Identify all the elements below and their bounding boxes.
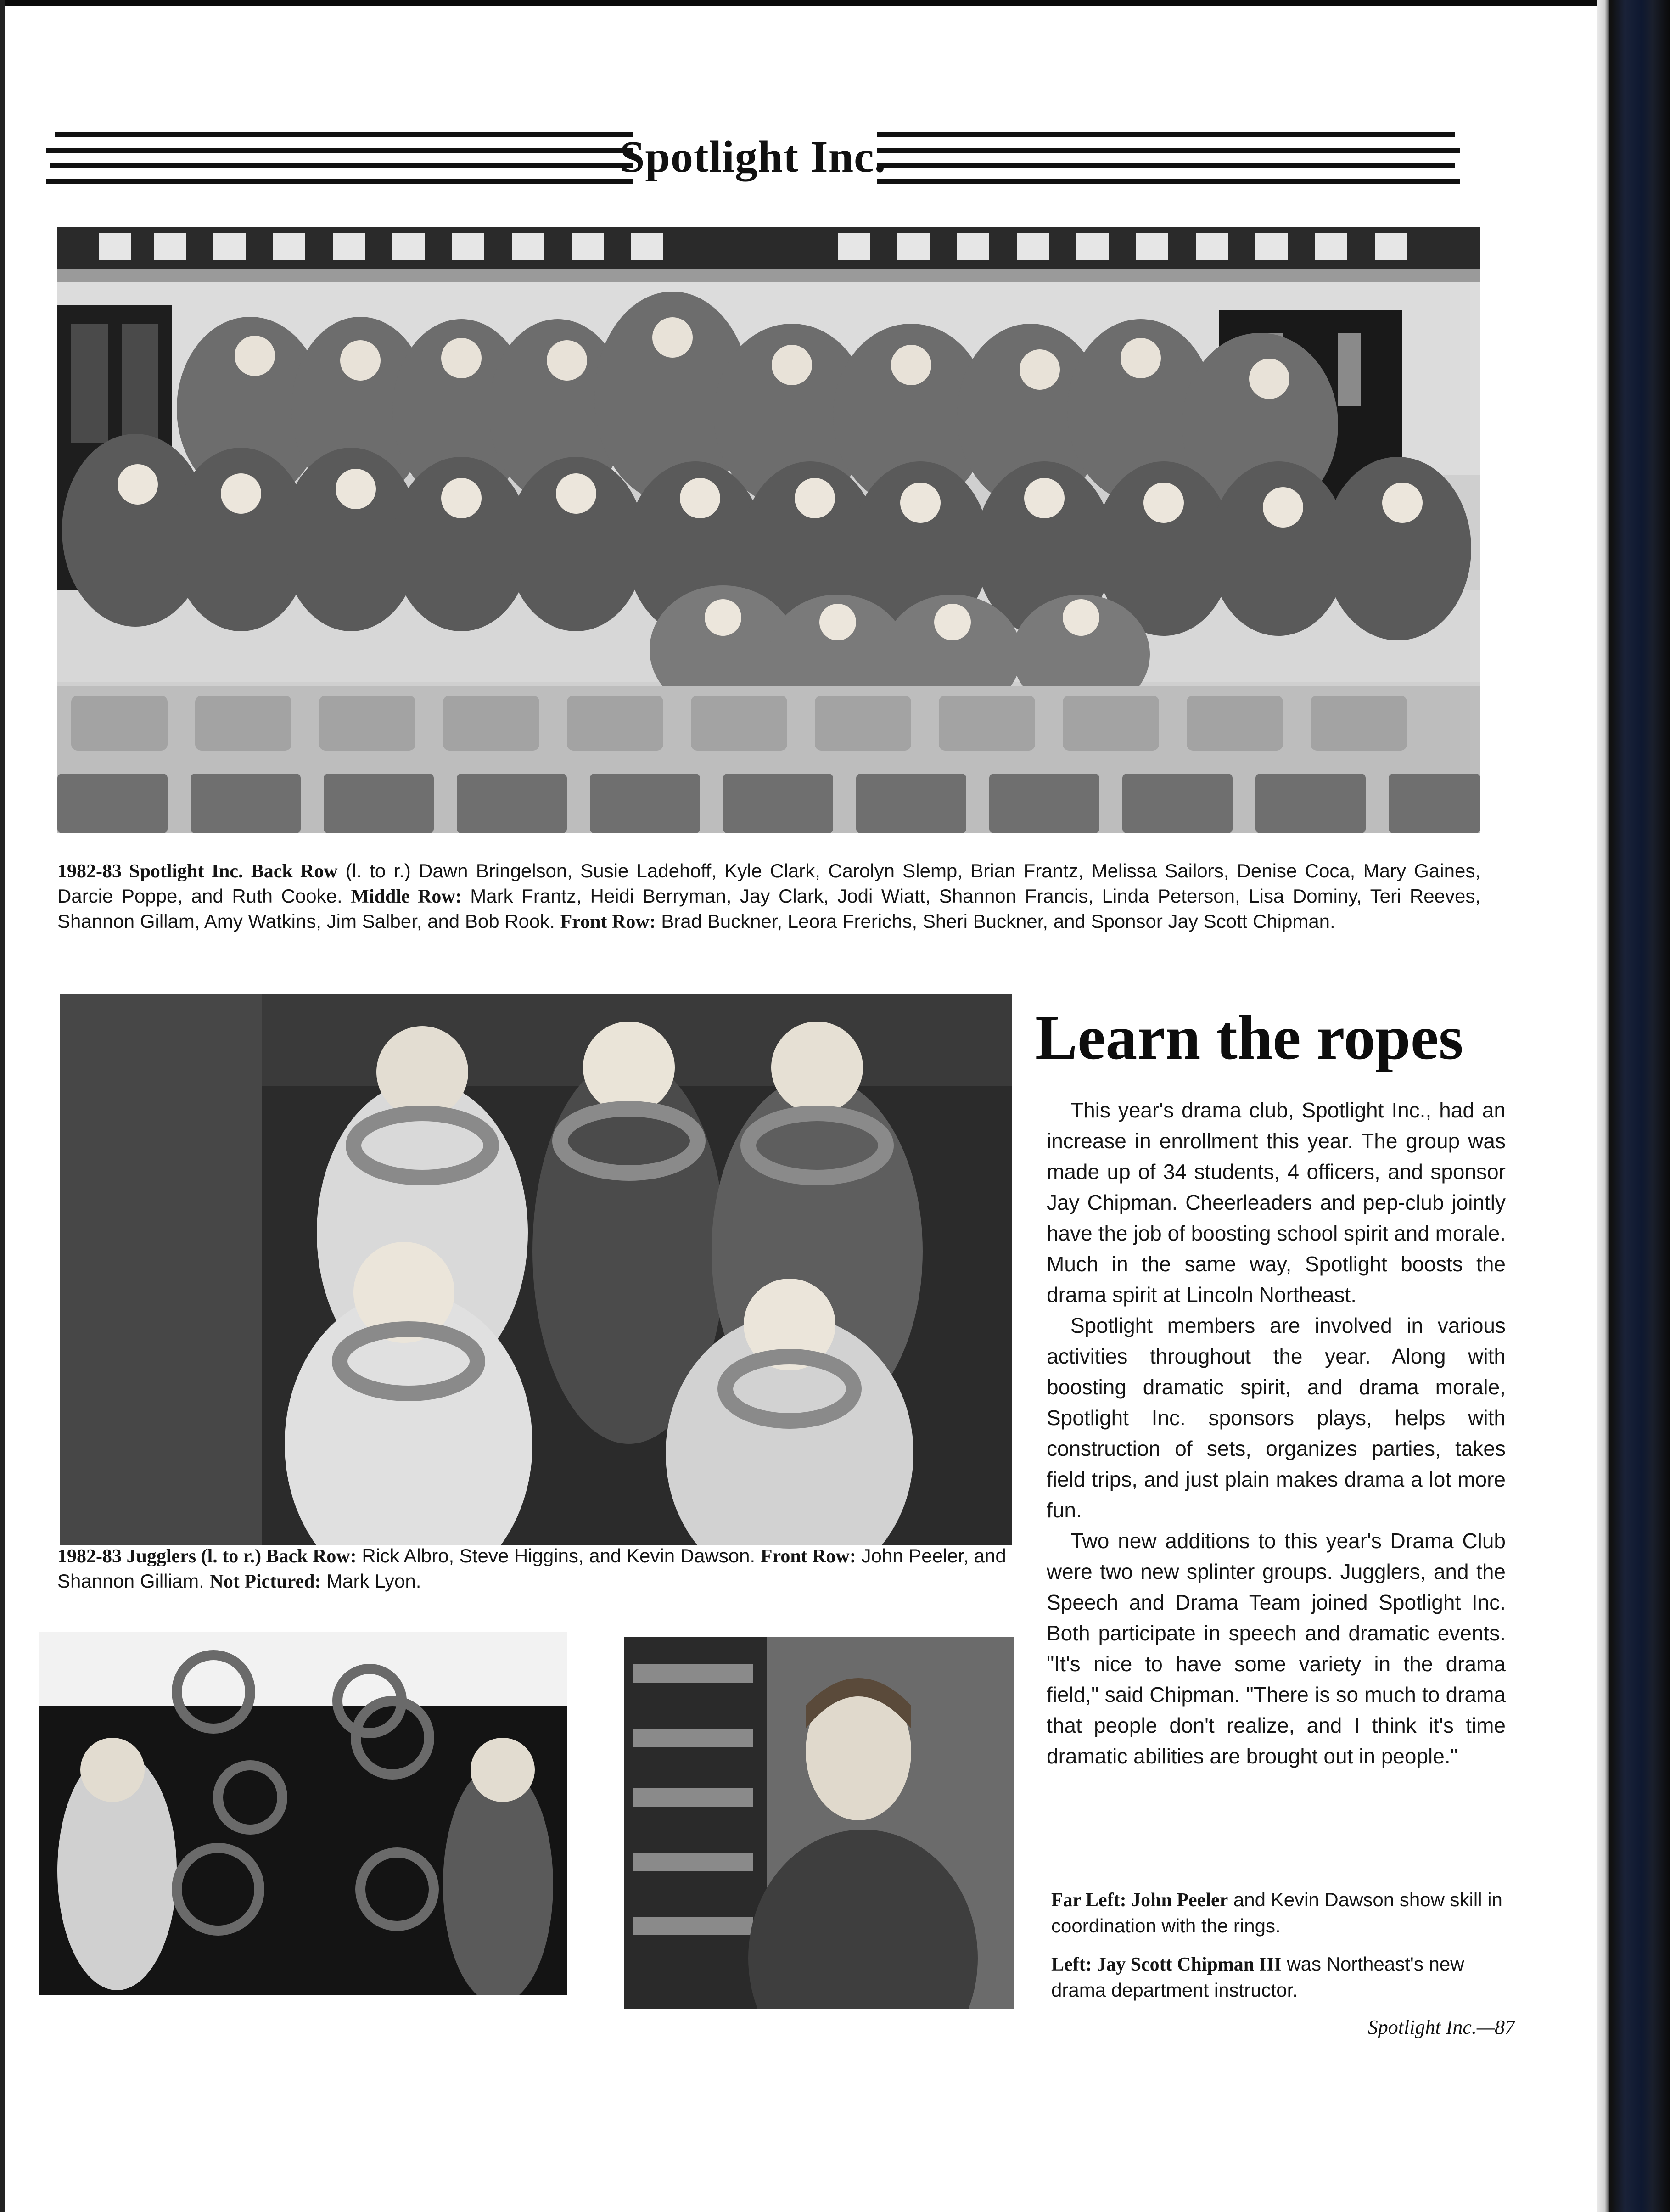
jugglers-caption-np-label: Not Pictured:	[209, 1571, 321, 1592]
left-caption-label: Left: Jay Scott Chipman III	[1051, 1954, 1282, 1975]
chipman-photo	[624, 1637, 1014, 2009]
scan-top-edge	[0, 0, 1670, 6]
jugglers-caption-lead: 1982-83 Jugglers (l. to r.) Back Row:	[57, 1546, 357, 1567]
jugglers-photo-image	[60, 994, 1012, 1545]
jugglers-caption-front-text: John Peeler, and Shannon Gilliam.	[57, 1545, 1006, 1592]
caption-middle-text: Mark Frantz, Heidi Berryman, Jay Clark, Jodi Wiatt, Shannon Francis, Linda Peterson, Lisa Dominy, Teri Reeves, Shannon Gillam, Amy Watkins, Jim Salber, and Bob Rook.	[57, 885, 1480, 932]
article-paragraph: This year's drama club, Spotlight Inc., had an increase in enrollment this year. The group was made up of 34 students, 4 officers, and sponsor Jay Chipman. Cheerleaders and pep-club jointly have the job of boosting school spirit and morale. Much in the same way, Spotlight boosts the drama spirit at Lincoln Northeast.	[1047, 1098, 1506, 1307]
caption-front-text: Brad Buckner, Leora Frerichs, Sheri Buckner, and Sponsor Jay Scott Chipman.	[656, 910, 1335, 932]
group-photo	[57, 227, 1480, 833]
jugglers-caption	[57, 1544, 1010, 1594]
group-photo-image	[57, 227, 1480, 833]
header-title-box	[619, 120, 886, 194]
article-headline: Learn the ropes	[1035, 1002, 1463, 1072]
binding-shadow	[1609, 0, 1612, 2212]
caption-front-label: Front Row:	[560, 911, 656, 932]
book-binding	[1597, 0, 1670, 2212]
far-left-caption-label: Far Left: John Peeler	[1051, 1890, 1228, 1911]
caption-back-text: (l. to r.) Dawn Bringelson, Susie Ladehoff, Kyle Clark, Carolyn Slemp, Brian Frantz, Melissa Sailors, Denise Coca, Mary Gaines, Darcie Poppe, and Ruth Cooke.	[57, 860, 1481, 907]
jugglers-photo	[60, 994, 1012, 1545]
chipman-photo-image	[624, 1637, 1014, 2009]
article-paragraph: Two new additions to this year's Drama Club were two new splinter groups. Jugglers, and the Speech and Drama Team joined Spotlight Inc. Both participate in speech and dramatic events. "It's nice to have some variety in the drama field," said Chipman. "There is so much to drama that people don't realize, and I think it's time dramatic abilities are brought out in people."	[1047, 1529, 1506, 1768]
jugglers-caption-front-label: Front Row:	[760, 1546, 856, 1567]
jugglers-caption-back-text: Rick Albro, Steve Higgins, and Kevin Dawson.	[356, 1545, 761, 1566]
caption-middle-label: Middle Row:	[351, 886, 462, 907]
jugglers-caption-np-text: Mark Lyon.	[321, 1570, 421, 1592]
page-folio: Spotlight Inc.—87	[1367, 2016, 1515, 2038]
left-caption	[1051, 1951, 1506, 2003]
article-body	[1047, 1095, 1506, 1772]
far-left-caption	[1051, 1887, 1506, 1939]
rings-photo	[39, 1632, 567, 1995]
scan-left-edge	[0, 0, 5, 2212]
rings-photo-image	[39, 1632, 567, 1995]
caption-lead: 1982-83 Spotlight Inc.	[57, 861, 243, 882]
group-photo-caption	[57, 859, 1480, 934]
left-caption-text: was Northeast's new drama department instructor.	[1051, 1953, 1464, 2001]
caption-back-label: Back Row	[251, 861, 338, 882]
page-title: Spotlight Inc.	[619, 132, 886, 182]
article-paragraph: Spotlight members are involved in various activities throughout the year. Along with boosting dramatic spirit, and drama morale, Spotlight Inc. sponsors plays, helps with construction of sets, organizes parties, takes field trips, and just plain makes drama a lot more fun.	[1047, 1314, 1506, 1522]
far-left-caption-text: and Kevin Dawson show skill in coordination with the rings.	[1051, 1889, 1502, 1937]
